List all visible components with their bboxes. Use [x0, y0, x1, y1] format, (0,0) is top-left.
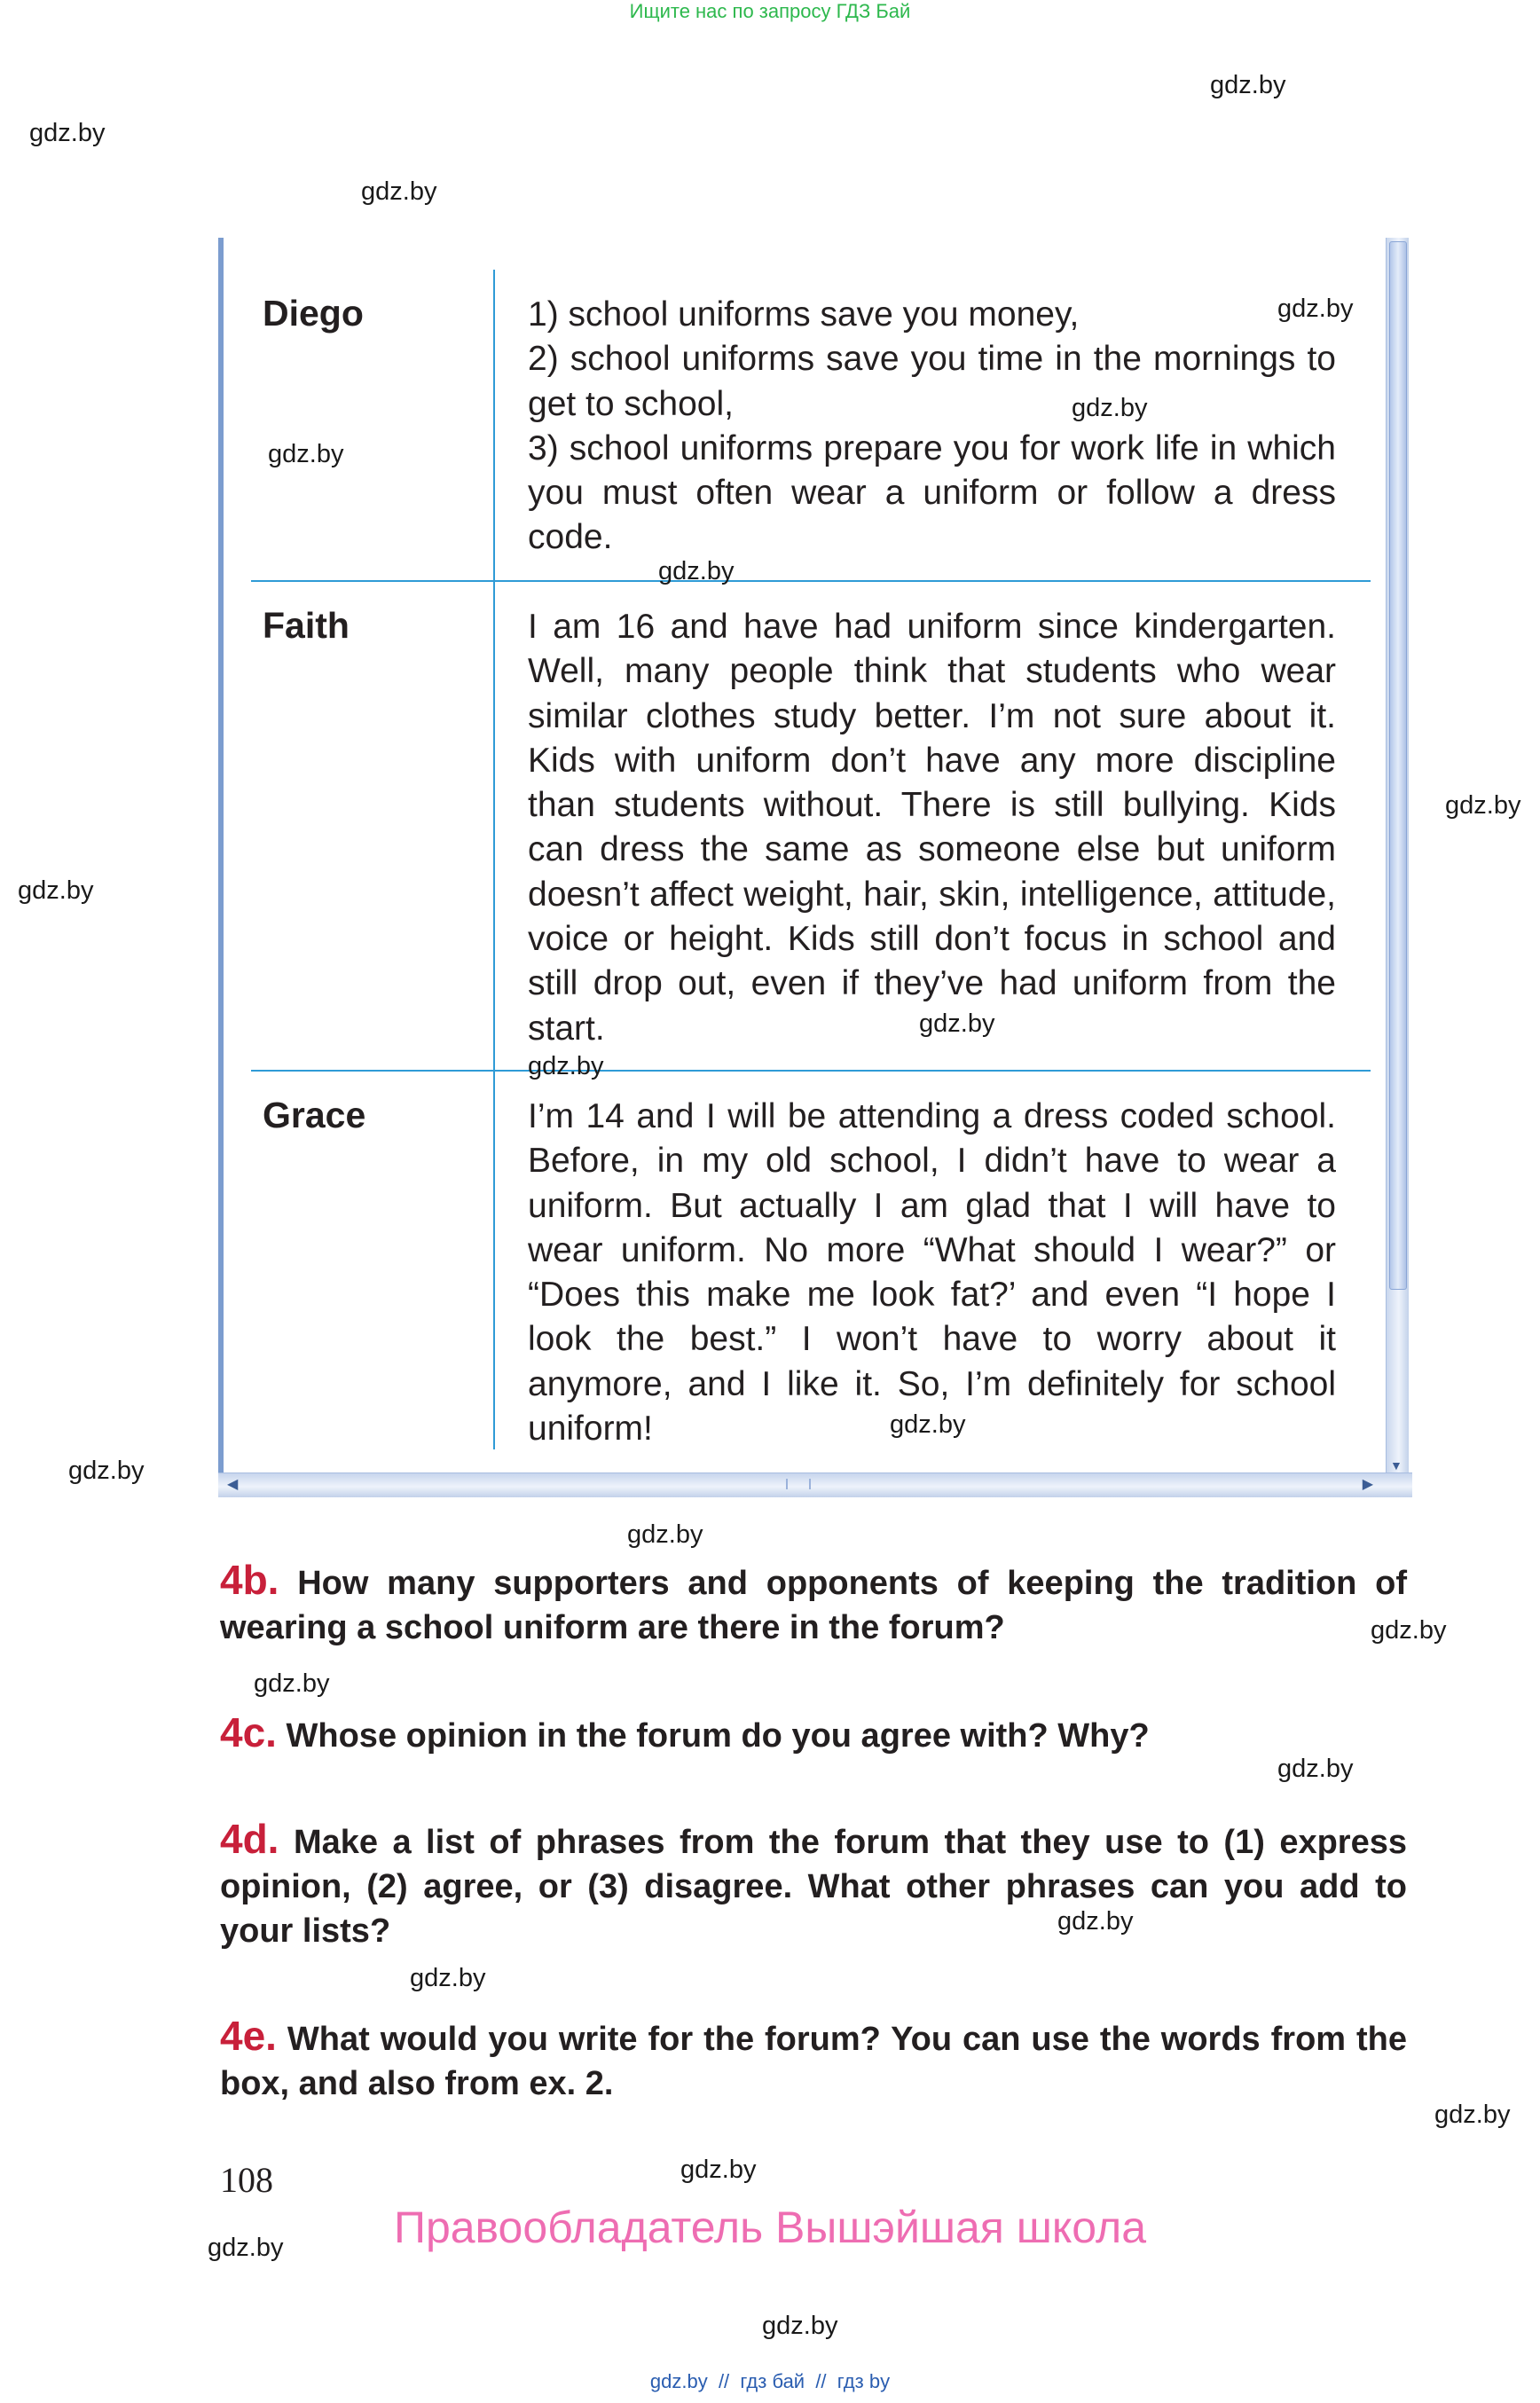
watermark: gdz.by [1072, 394, 1148, 422]
task-4b [220, 1558, 1407, 1650]
watermark: gdz.by [658, 557, 735, 585]
watermark: gdz.by [1445, 791, 1521, 820]
watermark: gdz.by [1277, 294, 1354, 323]
watermark: gdz.by [208, 2234, 284, 2262]
column-divider [493, 270, 495, 1449]
post-line: I’m 14 and I will be attending a dress coded school. Before, in my old school, I didn’t have to wear a uniform. But actually I am glad that I will have to wear uniform. No more “What should I wear?” or “Does this make me look fat?’ and even “I hope I look the best.” I won’t have to worry about it anymore, and I like it. So, I’m definitely for school uniform! [528, 1097, 1336, 1449]
horizontal-scrollbar[interactable] [218, 1472, 1412, 1497]
watermark: gdz.by [68, 1457, 145, 1485]
task-number: 4d. [220, 1816, 279, 1862]
watermark: gdz.by [1434, 2101, 1511, 2129]
vertical-scrollbar[interactable] [1386, 238, 1409, 1497]
watermark: gdz.by [29, 119, 106, 147]
task-4c [220, 1710, 1407, 1758]
post-line: 3) school uniforms prepare you for work life in which you must often wear a uniform or follow a dress code. [528, 428, 1336, 557]
watermark: gdz.by [1057, 1907, 1134, 1936]
watermark: gdz.by [1210, 71, 1286, 99]
scroll-down-icon[interactable]: ▼ [1390, 1458, 1402, 1472]
page-number: 108 [220, 2160, 273, 2200]
post-line: I am 16 and have had uniform since kindergarten. Well, many people think that students who wear similar clothes study better. I’m not sure about it. Kids with uniform don’t have any more discipline than students without. There is still bullying. Kids can dress the same as someone else but uniform doesn’t affect weight, hair, skin, intelligence, attitude, voice or height. Kids still don’t focus in school and still drop out, even if they’ve had uniform from the start. [528, 608, 1336, 1048]
watermark: gdz.by [268, 440, 344, 468]
post-author: Diego [263, 293, 364, 334]
bottom-links[interactable]: gdz.by // гдз бай // гдз by [649, 2370, 891, 2392]
task-text: Make a list of phrases from the forum that they use to (1) express opinion, (2) agree, or (3) disagree. What other phrases can you add to your lists? [220, 1824, 1408, 1950]
task-number: 4e. [220, 2013, 277, 2059]
task-text: How many supporters and opponents of keeping the tradition of wearing a school uniform are there in the forum? [220, 1565, 1407, 1646]
post-body [528, 293, 1336, 561]
post-body [528, 1095, 1336, 1451]
watermark: gdz.by [254, 1669, 330, 1698]
watermark: gdz.by [361, 177, 437, 206]
post-author: Faith [263, 605, 350, 646]
watermark: gdz.by [1277, 1755, 1354, 1783]
watermark: gdz.by [18, 876, 94, 905]
row-divider [251, 580, 1371, 582]
copyright-notice: Правообладатель Вышэйшая школа [394, 2203, 1146, 2252]
post-author: Grace [263, 1095, 366, 1135]
watermark: gdz.by [410, 1964, 486, 1992]
watermark: gdz.by [528, 1052, 604, 1080]
watermark: gdz.by [890, 1410, 966, 1439]
watermark: gdz.by [919, 1009, 995, 1038]
task-number: 4c. [220, 1709, 277, 1755]
post-line: 2) school uniforms save you time in the mornings to get to school, [528, 340, 1336, 423]
watermark: gdz.by [762, 2312, 838, 2340]
top-banner[interactable]: Ищите нас по запросу ГДЗ Бай [629, 0, 911, 22]
post-body [528, 605, 1336, 1051]
task-text: Whose opinion in the forum do you agree with? Why? [286, 1717, 1150, 1755]
scrollbar-grip[interactable] [786, 1479, 811, 1489]
task-text: What would you write for the forum? You can use the words from the box, and also from ex. 2. [220, 2021, 1407, 2102]
watermark: gdz.by [680, 2156, 757, 2184]
task-4e [220, 2014, 1407, 2106]
watermark: gdz.by [1371, 1616, 1447, 1645]
scroll-left-icon[interactable]: ◀ [227, 1477, 239, 1492]
scrollbar-thumb[interactable] [1389, 241, 1407, 1290]
watermark: gdz.by [627, 1520, 703, 1549]
task-4d [220, 1817, 1407, 1953]
post-line: 1) school uniforms save you money, [528, 295, 1080, 334]
row-divider [251, 1070, 1371, 1072]
task-number: 4b. [220, 1557, 279, 1603]
scroll-right-icon[interactable]: ▶ [1362, 1477, 1373, 1492]
